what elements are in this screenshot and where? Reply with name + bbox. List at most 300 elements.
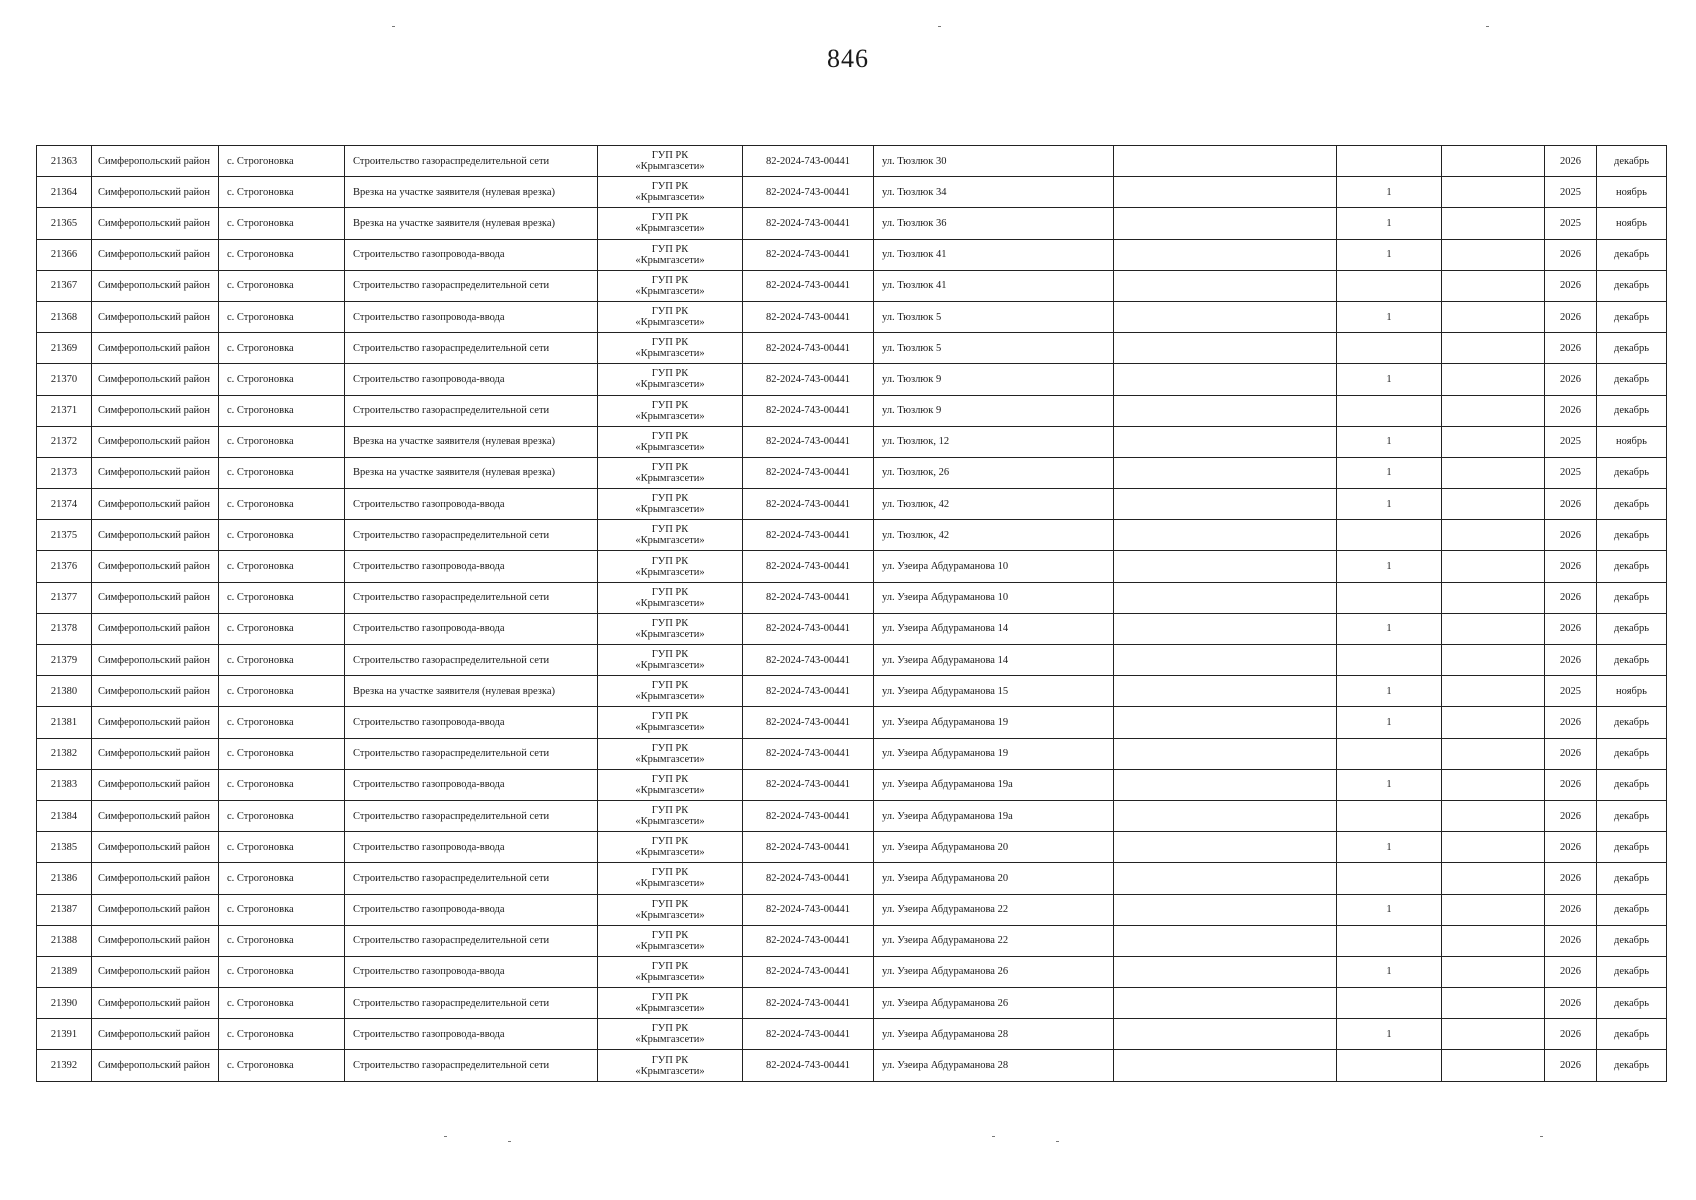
empty-cell: [1114, 333, 1337, 364]
organization-line-2: «Крымгазсети»: [635, 317, 705, 329]
row-number: 21363: [37, 146, 92, 177]
registration-number-cell: 82-2024-743-00441: [743, 333, 874, 364]
organization-line-1: ГУП РК: [651, 430, 689, 442]
organization-cell: [598, 426, 743, 457]
empty-cell: [1114, 457, 1337, 488]
table-row: [37, 426, 1667, 457]
count-cell: [1337, 645, 1442, 676]
month-cell: декабрь: [1597, 301, 1667, 332]
month-cell: декабрь: [1597, 333, 1667, 364]
registration-number-cell: 82-2024-743-00441: [743, 239, 874, 270]
month-cell: ноябрь: [1597, 676, 1667, 707]
work-type-cell: Строительство газопровода-ввода: [345, 551, 598, 582]
month-cell: декабрь: [1597, 925, 1667, 956]
organization-cell: [598, 676, 743, 707]
work-type-cell: Строительство газопровода-ввода: [345, 832, 598, 863]
registration-number-cell: 82-2024-743-00441: [743, 1050, 874, 1081]
year-cell: 2026: [1545, 738, 1597, 769]
settlement-cell: с. Строгоновка: [219, 1050, 345, 1081]
table-row: [37, 270, 1667, 301]
year-cell: 2026: [1545, 613, 1597, 644]
row-number: 21367: [37, 270, 92, 301]
year-cell: 2026: [1545, 333, 1597, 364]
settlement-cell: с. Строгоновка: [219, 426, 345, 457]
row-number: 21378: [37, 613, 92, 644]
settlement-cell: с. Строгоновка: [219, 676, 345, 707]
organization-line-1: ГУП РК: [651, 1054, 689, 1066]
organization-line-1: ГУП РК: [651, 243, 689, 255]
count-cell: 1: [1337, 426, 1442, 457]
work-type-cell: Строительство газораспределительной сети: [345, 645, 598, 676]
address-cell: ул. Тюзлюк, 42: [874, 489, 1114, 520]
organization-line-2: «Крымгазсети»: [635, 909, 705, 921]
year-cell: 2026: [1545, 832, 1597, 863]
registration-number-cell: 82-2024-743-00441: [743, 894, 874, 925]
organization-line-1: ГУП РК: [651, 306, 689, 318]
work-type-cell: Строительство газопровода-ввода: [345, 239, 598, 270]
district-cell: Симферопольский район: [92, 520, 219, 551]
work-type-cell: Строительство газопровода-ввода: [345, 613, 598, 644]
organization-line-1: ГУП РК: [651, 1023, 689, 1035]
district-cell: Симферопольский район: [92, 1050, 219, 1081]
table-row: [37, 582, 1667, 613]
organization-line-2: «Крымгазсети»: [635, 441, 705, 453]
district-cell: Симферопольский район: [92, 270, 219, 301]
settlement-cell: с. Строгоновка: [219, 894, 345, 925]
organization-cell: [598, 769, 743, 800]
empty-cell: [1442, 333, 1545, 364]
address-cell: ул. Узеира Абдураманова 20: [874, 863, 1114, 894]
registration-number-cell: 82-2024-743-00441: [743, 489, 874, 520]
district-cell: Симферопольский район: [92, 645, 219, 676]
year-cell: 2026: [1545, 894, 1597, 925]
address-cell: ул. Узеира Абдураманова 10: [874, 551, 1114, 582]
empty-cell: [1442, 863, 1545, 894]
settlement-cell: с. Строгоновка: [219, 988, 345, 1019]
scan-speck: [1540, 1136, 1543, 1137]
work-type-cell: Строительство газораспределительной сети: [345, 582, 598, 613]
empty-cell: [1114, 676, 1337, 707]
row-number: 21385: [37, 832, 92, 863]
work-type-cell: Строительство газораспределительной сети: [345, 988, 598, 1019]
year-cell: 2026: [1545, 301, 1597, 332]
scan-speck: [938, 26, 941, 27]
row-number: 21375: [37, 520, 92, 551]
settlement-cell: с. Строгоновка: [219, 520, 345, 551]
organization-cell: [598, 301, 743, 332]
work-type-cell: Строительство газораспределительной сети: [345, 1050, 598, 1081]
month-cell: декабрь: [1597, 707, 1667, 738]
organization-cell: [598, 489, 743, 520]
registration-number-cell: 82-2024-743-00441: [743, 582, 874, 613]
work-type-cell: Врезка на участке заявителя (нулевая врезка): [345, 208, 598, 239]
organization-line-2: «Крымгазсети»: [635, 847, 705, 859]
district-cell: Симферопольский район: [92, 489, 219, 520]
organization-line-1: ГУП РК: [651, 555, 689, 567]
organization-line-1: ГУП РК: [651, 493, 689, 505]
table-row: [37, 1019, 1667, 1050]
empty-cell: [1442, 239, 1545, 270]
settlement-cell: с. Строгоновка: [219, 707, 345, 738]
count-cell: 1: [1337, 956, 1442, 987]
district-cell: Симферопольский район: [92, 146, 219, 177]
organization-line-2: «Крымгазсети»: [635, 816, 705, 828]
organization-line-1: ГУП РК: [651, 992, 689, 1004]
table-row: [37, 177, 1667, 208]
year-cell: 2026: [1545, 863, 1597, 894]
district-cell: Симферопольский район: [92, 457, 219, 488]
empty-cell: [1442, 426, 1545, 457]
table-row: [37, 551, 1667, 582]
count-cell: 1: [1337, 613, 1442, 644]
organization-line-2: «Крымгазсети»: [635, 722, 705, 734]
count-cell: [1337, 520, 1442, 551]
empty-cell: [1114, 364, 1337, 395]
empty-cell: [1442, 769, 1545, 800]
count-cell: [1337, 988, 1442, 1019]
organization-cell: [598, 925, 743, 956]
empty-cell: [1114, 925, 1337, 956]
work-type-cell: Строительство газопровода-ввода: [345, 769, 598, 800]
organization-line-2: «Крымгазсети»: [635, 192, 705, 204]
address-cell: ул. Узеира Абдураманова 10: [874, 582, 1114, 613]
organization-line-1: ГУП РК: [651, 150, 689, 162]
empty-cell: [1114, 582, 1337, 613]
table-row: [37, 988, 1667, 1019]
organization-cell: [598, 707, 743, 738]
settlement-cell: с. Строгоновка: [219, 177, 345, 208]
work-type-cell: Строительство газораспределительной сети: [345, 925, 598, 956]
district-cell: Симферопольский район: [92, 582, 219, 613]
count-cell: [1337, 925, 1442, 956]
organization-line-2: «Крымгазсети»: [635, 878, 705, 890]
table-row: [37, 364, 1667, 395]
settlement-cell: с. Строгоновка: [219, 551, 345, 582]
table-row: [37, 645, 1667, 676]
month-cell: декабрь: [1597, 270, 1667, 301]
address-cell: ул. Тюзлюк 34: [874, 177, 1114, 208]
scan-speck: [1056, 1141, 1059, 1142]
address-cell: ул. Тюзлюк 36: [874, 208, 1114, 239]
count-cell: [1337, 270, 1442, 301]
address-cell: ул. Узеира Абдураманова 14: [874, 645, 1114, 676]
year-cell: 2026: [1545, 395, 1597, 426]
settlement-cell: с. Строгоновка: [219, 832, 345, 863]
organization-line-2: «Крымгазсети»: [635, 410, 705, 422]
month-cell: декабрь: [1597, 956, 1667, 987]
table-row: [37, 925, 1667, 956]
work-type-cell: Строительство газораспределительной сети: [345, 146, 598, 177]
month-cell: декабрь: [1597, 364, 1667, 395]
address-cell: ул. Узеира Абдураманова 19: [874, 707, 1114, 738]
settlement-cell: с. Строгоновка: [219, 1019, 345, 1050]
empty-cell: [1114, 489, 1337, 520]
year-cell: 2026: [1545, 239, 1597, 270]
work-type-cell: Строительство газораспределительной сети: [345, 395, 598, 426]
row-number: 21369: [37, 333, 92, 364]
year-cell: 2026: [1545, 364, 1597, 395]
work-type-cell: Строительство газораспределительной сети: [345, 738, 598, 769]
row-number: 21376: [37, 551, 92, 582]
registration-number-cell: 82-2024-743-00441: [743, 301, 874, 332]
empty-cell: [1442, 800, 1545, 831]
settlement-cell: с. Строгоновка: [219, 364, 345, 395]
organization-line-1: ГУП РК: [651, 368, 689, 380]
district-cell: Симферопольский район: [92, 177, 219, 208]
month-cell: декабрь: [1597, 1050, 1667, 1081]
district-cell: Симферопольский район: [92, 894, 219, 925]
registration-number-cell: 82-2024-743-00441: [743, 426, 874, 457]
empty-cell: [1442, 613, 1545, 644]
row-number: 21391: [37, 1019, 92, 1050]
month-cell: декабрь: [1597, 146, 1667, 177]
page-number: 846: [827, 44, 869, 73]
organization-line-2: «Крымгазсети»: [635, 660, 705, 672]
count-cell: 1: [1337, 457, 1442, 488]
row-number: 21379: [37, 645, 92, 676]
table-row: [37, 676, 1667, 707]
empty-cell: [1114, 645, 1337, 676]
settlement-cell: с. Строгоновка: [219, 333, 345, 364]
month-cell: декабрь: [1597, 863, 1667, 894]
row-number: 21382: [37, 738, 92, 769]
organization-line-1: ГУП РК: [651, 586, 689, 598]
empty-cell: [1114, 800, 1337, 831]
empty-cell: [1442, 457, 1545, 488]
table-row: [37, 333, 1667, 364]
registration-number-cell: 82-2024-743-00441: [743, 800, 874, 831]
organization-cell: [598, 239, 743, 270]
empty-cell: [1114, 863, 1337, 894]
organization-line-2: «Крымгазсети»: [635, 285, 705, 297]
empty-cell: [1442, 301, 1545, 332]
month-cell: декабрь: [1597, 1019, 1667, 1050]
district-cell: Симферопольский район: [92, 395, 219, 426]
empty-cell: [1114, 1019, 1337, 1050]
district-cell: Симферопольский район: [92, 832, 219, 863]
table-row: [37, 707, 1667, 738]
empty-cell: [1442, 676, 1545, 707]
empty-cell: [1442, 551, 1545, 582]
registration-number-cell: 82-2024-743-00441: [743, 177, 874, 208]
organization-line-1: ГУП РК: [651, 742, 689, 754]
empty-cell: [1442, 894, 1545, 925]
table-row: [37, 1050, 1667, 1081]
address-cell: ул. Узеира Абдураманова 22: [874, 894, 1114, 925]
settlement-cell: с. Строгоновка: [219, 769, 345, 800]
empty-cell: [1442, 1050, 1545, 1081]
organization-line-2: «Крымгазсети»: [635, 504, 705, 516]
registration-number-cell: 82-2024-743-00441: [743, 364, 874, 395]
organization-line-1: ГУП РК: [651, 399, 689, 411]
address-cell: ул. Узеира Абдураманова 26: [874, 988, 1114, 1019]
row-number: 21371: [37, 395, 92, 426]
empty-cell: [1114, 894, 1337, 925]
organization-line-2: «Крымгазсети»: [635, 1003, 705, 1015]
organization-line-1: ГУП РК: [651, 461, 689, 473]
empty-cell: [1442, 270, 1545, 301]
organization-line-2: «Крымгазсети»: [635, 753, 705, 765]
settlement-cell: с. Строгоновка: [219, 270, 345, 301]
row-number: 21392: [37, 1050, 92, 1081]
empty-cell: [1442, 645, 1545, 676]
row-number: 21390: [37, 988, 92, 1019]
empty-cell: [1114, 520, 1337, 551]
organization-line-1: ГУП РК: [651, 929, 689, 941]
month-cell: декабрь: [1597, 645, 1667, 676]
organization-cell: [598, 988, 743, 1019]
organization-line-2: «Крымгазсети»: [635, 535, 705, 547]
table-row: [37, 738, 1667, 769]
organization-line-2: «Крымгазсети»: [635, 566, 705, 578]
organization-line-1: ГУП РК: [651, 181, 689, 193]
work-type-cell: Строительство газопровода-ввода: [345, 489, 598, 520]
settlement-cell: с. Строгоновка: [219, 208, 345, 239]
district-cell: Симферопольский район: [92, 239, 219, 270]
address-cell: ул. Тюзлюк 9: [874, 395, 1114, 426]
row-number: 21372: [37, 426, 92, 457]
registration-number-cell: 82-2024-743-00441: [743, 676, 874, 707]
row-number: 21384: [37, 800, 92, 831]
registration-number-cell: 82-2024-743-00441: [743, 1019, 874, 1050]
organization-cell: [598, 1019, 743, 1050]
row-number: 21365: [37, 208, 92, 239]
settlement-cell: с. Строгоновка: [219, 395, 345, 426]
organization-line-2: «Крымгазсети»: [635, 940, 705, 952]
empty-cell: [1114, 832, 1337, 863]
district-cell: Симферопольский район: [92, 1019, 219, 1050]
scan-speck: [508, 1141, 511, 1142]
registration-number-cell: 82-2024-743-00441: [743, 270, 874, 301]
empty-cell: [1442, 489, 1545, 520]
organization-line-1: ГУП РК: [651, 617, 689, 629]
organization-line-2: «Крымгазсети»: [635, 1034, 705, 1046]
settlement-cell: с. Строгоновка: [219, 613, 345, 644]
table-row: [37, 208, 1667, 239]
empty-cell: [1114, 301, 1337, 332]
registration-number-cell: 82-2024-743-00441: [743, 613, 874, 644]
work-type-cell: Строительство газораспределительной сети: [345, 800, 598, 831]
address-cell: ул. Узеира Абдураманова 19а: [874, 800, 1114, 831]
work-type-cell: Врезка на участке заявителя (нулевая врезка): [345, 457, 598, 488]
year-cell: 2026: [1545, 769, 1597, 800]
table-row: [37, 395, 1667, 426]
row-number: 21373: [37, 457, 92, 488]
settlement-cell: с. Строгоновка: [219, 925, 345, 956]
empty-cell: [1442, 832, 1545, 863]
organization-cell: [598, 520, 743, 551]
scan-speck: [392, 26, 395, 27]
organization-cell: [598, 270, 743, 301]
settlement-cell: с. Строгоновка: [219, 301, 345, 332]
organization-cell: [598, 613, 743, 644]
count-cell: 1: [1337, 676, 1442, 707]
month-cell: декабрь: [1597, 395, 1667, 426]
table-row: [37, 489, 1667, 520]
settlement-cell: с. Строгоновка: [219, 800, 345, 831]
district-cell: Симферопольский район: [92, 364, 219, 395]
organization-line-1: ГУП РК: [651, 773, 689, 785]
row-number: 21380: [37, 676, 92, 707]
year-cell: 2025: [1545, 457, 1597, 488]
month-cell: декабрь: [1597, 239, 1667, 270]
registration-number-cell: 82-2024-743-00441: [743, 863, 874, 894]
table-row: [37, 457, 1667, 488]
registration-number-cell: 82-2024-743-00441: [743, 832, 874, 863]
district-cell: Симферопольский район: [92, 301, 219, 332]
scan-speck: [992, 1136, 995, 1137]
work-type-cell: Строительство газопровода-ввода: [345, 707, 598, 738]
district-cell: Симферопольский район: [92, 956, 219, 987]
empty-cell: [1114, 707, 1337, 738]
count-cell: 1: [1337, 364, 1442, 395]
organization-cell: [598, 800, 743, 831]
empty-cell: [1442, 1019, 1545, 1050]
organization-line-2: «Крымгазсети»: [635, 691, 705, 703]
count-cell: [1337, 395, 1442, 426]
year-cell: 2026: [1545, 1019, 1597, 1050]
registration-number-cell: 82-2024-743-00441: [743, 146, 874, 177]
registration-number-cell: 82-2024-743-00441: [743, 520, 874, 551]
row-number: 21389: [37, 956, 92, 987]
empty-cell: [1114, 208, 1337, 239]
register-body: [37, 146, 1667, 1082]
month-cell: декабрь: [1597, 832, 1667, 863]
scan-speck: [1486, 26, 1489, 27]
registration-number-cell: 82-2024-743-00441: [743, 645, 874, 676]
count-cell: [1337, 146, 1442, 177]
empty-cell: [1442, 395, 1545, 426]
organization-line-1: ГУП РК: [651, 711, 689, 723]
count-cell: 1: [1337, 551, 1442, 582]
count-cell: 1: [1337, 894, 1442, 925]
empty-cell: [1442, 582, 1545, 613]
address-cell: ул. Тюзлюк, 12: [874, 426, 1114, 457]
month-cell: декабрь: [1597, 520, 1667, 551]
address-cell: ул. Тюзлюк 41: [874, 270, 1114, 301]
month-cell: декабрь: [1597, 457, 1667, 488]
year-cell: 2026: [1545, 925, 1597, 956]
year-cell: 2026: [1545, 645, 1597, 676]
empty-cell: [1442, 956, 1545, 987]
year-cell: 2026: [1545, 582, 1597, 613]
work-type-cell: Строительство газораспределительной сети: [345, 863, 598, 894]
organization-line-1: ГУП РК: [651, 836, 689, 848]
count-cell: [1337, 1050, 1442, 1081]
month-cell: декабрь: [1597, 582, 1667, 613]
registration-number-cell: 82-2024-743-00441: [743, 956, 874, 987]
settlement-cell: с. Строгоновка: [219, 457, 345, 488]
organization-cell: [598, 457, 743, 488]
empty-cell: [1114, 738, 1337, 769]
organization-cell: [598, 146, 743, 177]
organization-line-2: «Крымгазсети»: [635, 254, 705, 266]
organization-line-1: ГУП РК: [651, 212, 689, 224]
organization-line-1: ГУП РК: [651, 649, 689, 661]
settlement-cell: с. Строгоновка: [219, 582, 345, 613]
district-cell: Симферопольский район: [92, 208, 219, 239]
empty-cell: [1442, 707, 1545, 738]
row-number: 21374: [37, 489, 92, 520]
count-cell: 1: [1337, 239, 1442, 270]
year-cell: 2026: [1545, 988, 1597, 1019]
row-number: 21386: [37, 863, 92, 894]
table-row: [37, 520, 1667, 551]
table-row: [37, 239, 1667, 270]
district-cell: Симферопольский район: [92, 333, 219, 364]
organization-cell: [598, 177, 743, 208]
address-cell: ул. Тюзлюк 5: [874, 301, 1114, 332]
